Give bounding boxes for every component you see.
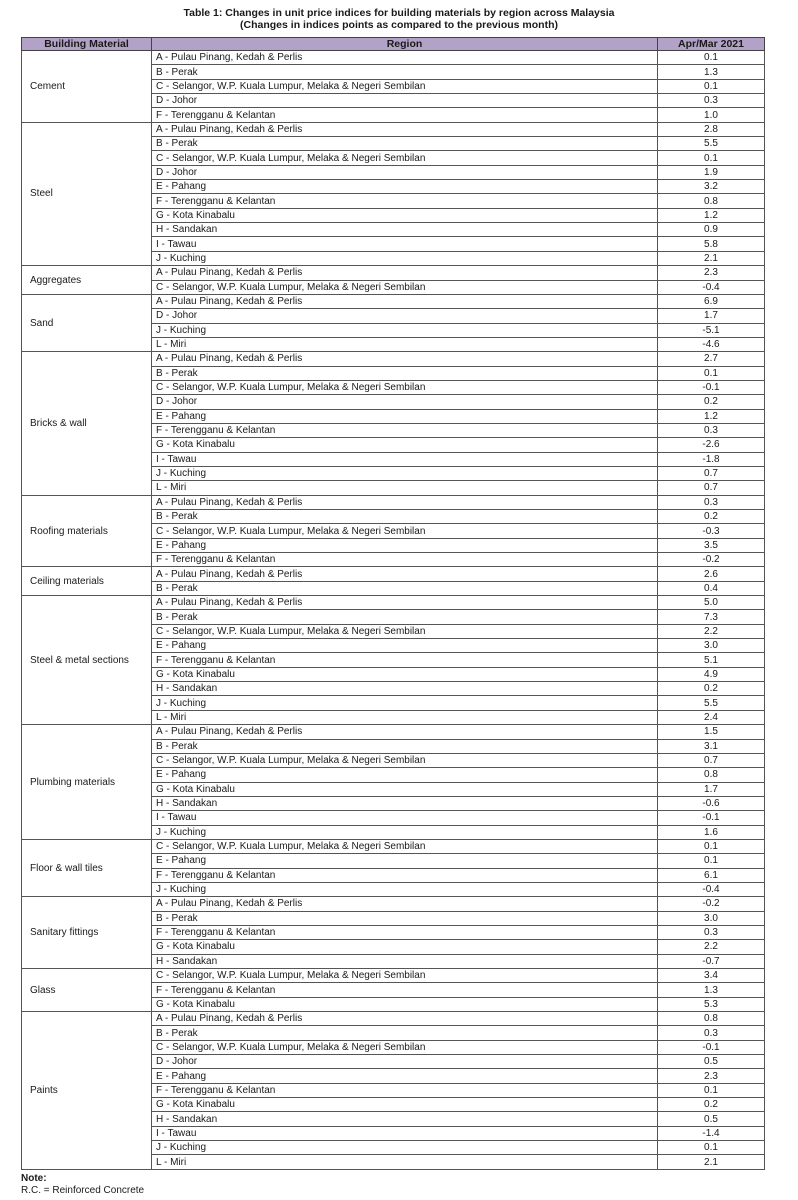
- region-cell: G - Kota Kinabalu: [152, 997, 658, 1011]
- region-cell: L - Miri: [152, 337, 658, 351]
- region-cell: J - Kuching: [152, 323, 658, 337]
- region-cell: F - Terengganu & Kelantan: [152, 1083, 658, 1097]
- value-cell: 4.9: [658, 667, 765, 681]
- region-cell: L - Miri: [152, 1155, 658, 1169]
- region-cell: C - Selangor, W.P. Kuala Lumpur, Melaka & Negeri Sembilan: [152, 79, 658, 93]
- material-cell: Sand: [22, 294, 152, 351]
- region-cell: A - Pulau Pinang, Kedah & Perlis: [152, 495, 658, 509]
- material-cell: Cement: [22, 51, 152, 123]
- table-row: [22, 969, 765, 983]
- header-building-material: Building Material: [22, 38, 152, 51]
- value-cell: 3.0: [658, 911, 765, 925]
- table-row: [22, 567, 765, 581]
- value-cell: -0.4: [658, 280, 765, 294]
- region-cell: A - Pulau Pinang, Kedah & Perlis: [152, 266, 658, 280]
- value-cell: 0.1: [658, 79, 765, 93]
- value-cell: 0.2: [658, 510, 765, 524]
- table-row: [22, 51, 765, 65]
- region-cell: A - Pulau Pinang, Kedah & Perlis: [152, 294, 658, 308]
- value-cell: 2.4: [658, 710, 765, 724]
- value-cell: 0.1: [658, 839, 765, 853]
- value-cell: 1.6: [658, 825, 765, 839]
- region-cell: B - Perak: [152, 510, 658, 524]
- region-cell: D - Johor: [152, 395, 658, 409]
- value-cell: -0.4: [658, 882, 765, 896]
- value-cell: 2.2: [658, 624, 765, 638]
- material-cell: Paints: [22, 1012, 152, 1170]
- value-cell: 0.9: [658, 223, 765, 237]
- region-cell: A - Pulau Pinang, Kedah & Perlis: [152, 897, 658, 911]
- value-cell: -0.2: [658, 897, 765, 911]
- value-cell: 5.0: [658, 596, 765, 610]
- value-cell: 0.4: [658, 581, 765, 595]
- region-cell: C - Selangor, W.P. Kuala Lumpur, Melaka & Negeri Sembilan: [152, 969, 658, 983]
- region-cell: A - Pulau Pinang, Kedah & Perlis: [152, 51, 658, 65]
- region-cell: E - Pahang: [152, 1069, 658, 1083]
- region-cell: I - Tawau: [152, 237, 658, 251]
- region-cell: B - Perak: [152, 581, 658, 595]
- region-cell: I - Tawau: [152, 452, 658, 466]
- material-cell: Bricks & wall: [22, 352, 152, 495]
- value-cell: 2.1: [658, 1155, 765, 1169]
- material-cell: Ceiling materials: [22, 567, 152, 596]
- region-cell: D - Johor: [152, 94, 658, 108]
- value-cell: -4.6: [658, 337, 765, 351]
- region-cell: E - Pahang: [152, 854, 658, 868]
- region-cell: E - Pahang: [152, 538, 658, 552]
- region-cell: B - Perak: [152, 739, 658, 753]
- table-row: [22, 839, 765, 853]
- value-cell: -0.1: [658, 1040, 765, 1054]
- value-cell: 1.3: [658, 65, 765, 79]
- material-cell: Floor & wall tiles: [22, 839, 152, 896]
- value-cell: 0.1: [658, 51, 765, 65]
- value-cell: -0.6: [658, 796, 765, 810]
- region-cell: E - Pahang: [152, 768, 658, 782]
- value-cell: 5.5: [658, 696, 765, 710]
- value-cell: 3.2: [658, 180, 765, 194]
- value-cell: 0.3: [658, 423, 765, 437]
- region-cell: F - Terengganu & Kelantan: [152, 868, 658, 882]
- region-cell: J - Kuching: [152, 696, 658, 710]
- value-cell: -0.2: [658, 553, 765, 567]
- value-cell: 0.8: [658, 768, 765, 782]
- table-row: [22, 294, 765, 308]
- value-cell: 0.5: [658, 1055, 765, 1069]
- region-cell: A - Pulau Pinang, Kedah & Perlis: [152, 1012, 658, 1026]
- header-region: Region: [152, 38, 658, 51]
- region-cell: A - Pulau Pinang, Kedah & Perlis: [152, 596, 658, 610]
- table-row: [22, 897, 765, 911]
- value-cell: 2.1: [658, 251, 765, 265]
- table-title-line1: Table 1: Changes in unit price indices for building materials by region across Malaysia: [183, 7, 615, 19]
- region-cell: A - Pulau Pinang, Kedah & Perlis: [152, 122, 658, 136]
- region-cell: D - Johor: [152, 309, 658, 323]
- note-text: R.C. = Reinforced Concrete: [21, 1185, 145, 1196]
- table-row: [22, 352, 765, 366]
- region-cell: I - Tawau: [152, 811, 658, 825]
- note: [21, 1173, 144, 1197]
- value-cell: 5.1: [658, 653, 765, 667]
- value-cell: -0.1: [658, 380, 765, 394]
- value-cell: 1.0: [658, 108, 765, 122]
- region-cell: H - Sandakan: [152, 796, 658, 810]
- value-cell: 1.2: [658, 208, 765, 222]
- material-cell: Glass: [22, 969, 152, 1012]
- region-cell: B - Perak: [152, 137, 658, 151]
- value-cell: 0.3: [658, 94, 765, 108]
- material-cell: Steel & metal sections: [22, 596, 152, 725]
- region-cell: J - Kuching: [152, 466, 658, 480]
- region-cell: H - Sandakan: [152, 954, 658, 968]
- value-cell: 0.1: [658, 366, 765, 380]
- value-cell: -1.4: [658, 1126, 765, 1140]
- region-cell: B - Perak: [152, 1026, 658, 1040]
- region-cell: H - Sandakan: [152, 682, 658, 696]
- region-cell: G - Kota Kinabalu: [152, 1098, 658, 1112]
- region-cell: C - Selangor, W.P. Kuala Lumpur, Melaka & Negeri Sembilan: [152, 151, 658, 165]
- region-cell: C - Selangor, W.P. Kuala Lumpur, Melaka & Negeri Sembilan: [152, 280, 658, 294]
- table-body: [22, 51, 765, 1170]
- region-cell: C - Selangor, W.P. Kuala Lumpur, Melaka & Negeri Sembilan: [152, 524, 658, 538]
- region-cell: L - Miri: [152, 481, 658, 495]
- value-cell: 3.0: [658, 639, 765, 653]
- value-cell: 0.7: [658, 753, 765, 767]
- region-cell: E - Pahang: [152, 409, 658, 423]
- value-cell: 7.3: [658, 610, 765, 624]
- region-cell: F - Terengganu & Kelantan: [152, 553, 658, 567]
- region-cell: G - Kota Kinabalu: [152, 438, 658, 452]
- value-cell: 5.5: [658, 137, 765, 151]
- material-cell: Aggregates: [22, 266, 152, 295]
- value-cell: 0.5: [658, 1112, 765, 1126]
- note-label: Note:: [21, 1173, 47, 1184]
- value-cell: -0.3: [658, 524, 765, 538]
- region-cell: A - Pulau Pinang, Kedah & Perlis: [152, 352, 658, 366]
- value-cell: 6.1: [658, 868, 765, 882]
- value-cell: -0.1: [658, 811, 765, 825]
- value-cell: 0.2: [658, 682, 765, 696]
- material-cell: Steel: [22, 122, 152, 265]
- value-cell: 0.1: [658, 151, 765, 165]
- table-title-line2: (Changes in indices points as compared to the previous month): [240, 19, 558, 31]
- value-cell: -2.6: [658, 438, 765, 452]
- value-cell: 2.3: [658, 1069, 765, 1083]
- value-cell: 0.7: [658, 481, 765, 495]
- material-cell: Plumbing materials: [22, 725, 152, 840]
- region-cell: J - Kuching: [152, 882, 658, 896]
- region-cell: E - Pahang: [152, 639, 658, 653]
- region-cell: D - Johor: [152, 1055, 658, 1069]
- region-cell: H - Sandakan: [152, 1112, 658, 1126]
- value-cell: 1.3: [658, 983, 765, 997]
- region-cell: G - Kota Kinabalu: [152, 208, 658, 222]
- value-cell: 0.7: [658, 466, 765, 480]
- region-cell: B - Perak: [152, 65, 658, 79]
- value-cell: 2.3: [658, 266, 765, 280]
- table-row: [22, 495, 765, 509]
- region-cell: F - Terengganu & Kelantan: [152, 194, 658, 208]
- value-cell: 0.8: [658, 1012, 765, 1026]
- region-cell: G - Kota Kinabalu: [152, 940, 658, 954]
- region-cell: J - Kuching: [152, 825, 658, 839]
- region-cell: F - Terengganu & Kelantan: [152, 423, 658, 437]
- table-row: [22, 725, 765, 739]
- value-cell: 1.9: [658, 165, 765, 179]
- value-cell: 1.2: [658, 409, 765, 423]
- value-cell: 3.4: [658, 969, 765, 983]
- value-cell: 2.7: [658, 352, 765, 366]
- value-cell: 1.7: [658, 309, 765, 323]
- value-cell: -1.8: [658, 452, 765, 466]
- region-cell: C - Selangor, W.P. Kuala Lumpur, Melaka & Negeri Sembilan: [152, 839, 658, 853]
- header-apr-mar-2021: Apr/Mar 2021: [658, 38, 765, 51]
- value-cell: 0.8: [658, 194, 765, 208]
- table-title: [0, 7, 798, 31]
- value-cell: 1.5: [658, 725, 765, 739]
- region-cell: C - Selangor, W.P. Kuala Lumpur, Melaka & Negeri Sembilan: [152, 380, 658, 394]
- region-cell: H - Sandakan: [152, 223, 658, 237]
- value-cell: 2.6: [658, 567, 765, 581]
- table-row: [22, 1012, 765, 1026]
- building-materials-table: [21, 37, 765, 1170]
- value-cell: -5.1: [658, 323, 765, 337]
- region-cell: I - Tawau: [152, 1126, 658, 1140]
- material-cell: Sanitary fittings: [22, 897, 152, 969]
- region-cell: B - Perak: [152, 366, 658, 380]
- region-cell: D - Johor: [152, 165, 658, 179]
- material-cell: Roofing materials: [22, 495, 152, 567]
- region-cell: C - Selangor, W.P. Kuala Lumpur, Melaka & Negeri Sembilan: [152, 753, 658, 767]
- region-cell: F - Terengganu & Kelantan: [152, 925, 658, 939]
- region-cell: J - Kuching: [152, 1141, 658, 1155]
- region-cell: E - Pahang: [152, 180, 658, 194]
- table-row: [22, 122, 765, 136]
- value-cell: 0.2: [658, 395, 765, 409]
- region-cell: F - Terengganu & Kelantan: [152, 983, 658, 997]
- region-cell: G - Kota Kinabalu: [152, 782, 658, 796]
- value-cell: 0.3: [658, 495, 765, 509]
- region-cell: C - Selangor, W.P. Kuala Lumpur, Melaka & Negeri Sembilan: [152, 1040, 658, 1054]
- region-cell: J - Kuching: [152, 251, 658, 265]
- value-cell: -0.7: [658, 954, 765, 968]
- value-cell: 0.1: [658, 1083, 765, 1097]
- region-cell: B - Perak: [152, 911, 658, 925]
- region-cell: F - Terengganu & Kelantan: [152, 108, 658, 122]
- value-cell: 2.8: [658, 122, 765, 136]
- value-cell: 0.1: [658, 854, 765, 868]
- value-cell: 0.2: [658, 1098, 765, 1112]
- region-cell: F - Terengganu & Kelantan: [152, 653, 658, 667]
- region-cell: C - Selangor, W.P. Kuala Lumpur, Melaka & Negeri Sembilan: [152, 624, 658, 638]
- value-cell: 2.2: [658, 940, 765, 954]
- value-cell: 0.3: [658, 925, 765, 939]
- value-cell: 0.3: [658, 1026, 765, 1040]
- value-cell: 6.9: [658, 294, 765, 308]
- value-cell: 0.1: [658, 1141, 765, 1155]
- region-cell: G - Kota Kinabalu: [152, 667, 658, 681]
- value-cell: 1.7: [658, 782, 765, 796]
- region-cell: A - Pulau Pinang, Kedah & Perlis: [152, 567, 658, 581]
- region-cell: A - Pulau Pinang, Kedah & Perlis: [152, 725, 658, 739]
- value-cell: 5.3: [658, 997, 765, 1011]
- value-cell: 5.8: [658, 237, 765, 251]
- value-cell: 3.1: [658, 739, 765, 753]
- table-row: [22, 266, 765, 280]
- table-row: [22, 596, 765, 610]
- region-cell: B - Perak: [152, 610, 658, 624]
- region-cell: L - Miri: [152, 710, 658, 724]
- value-cell: 3.5: [658, 538, 765, 552]
- header-row: [22, 38, 765, 51]
